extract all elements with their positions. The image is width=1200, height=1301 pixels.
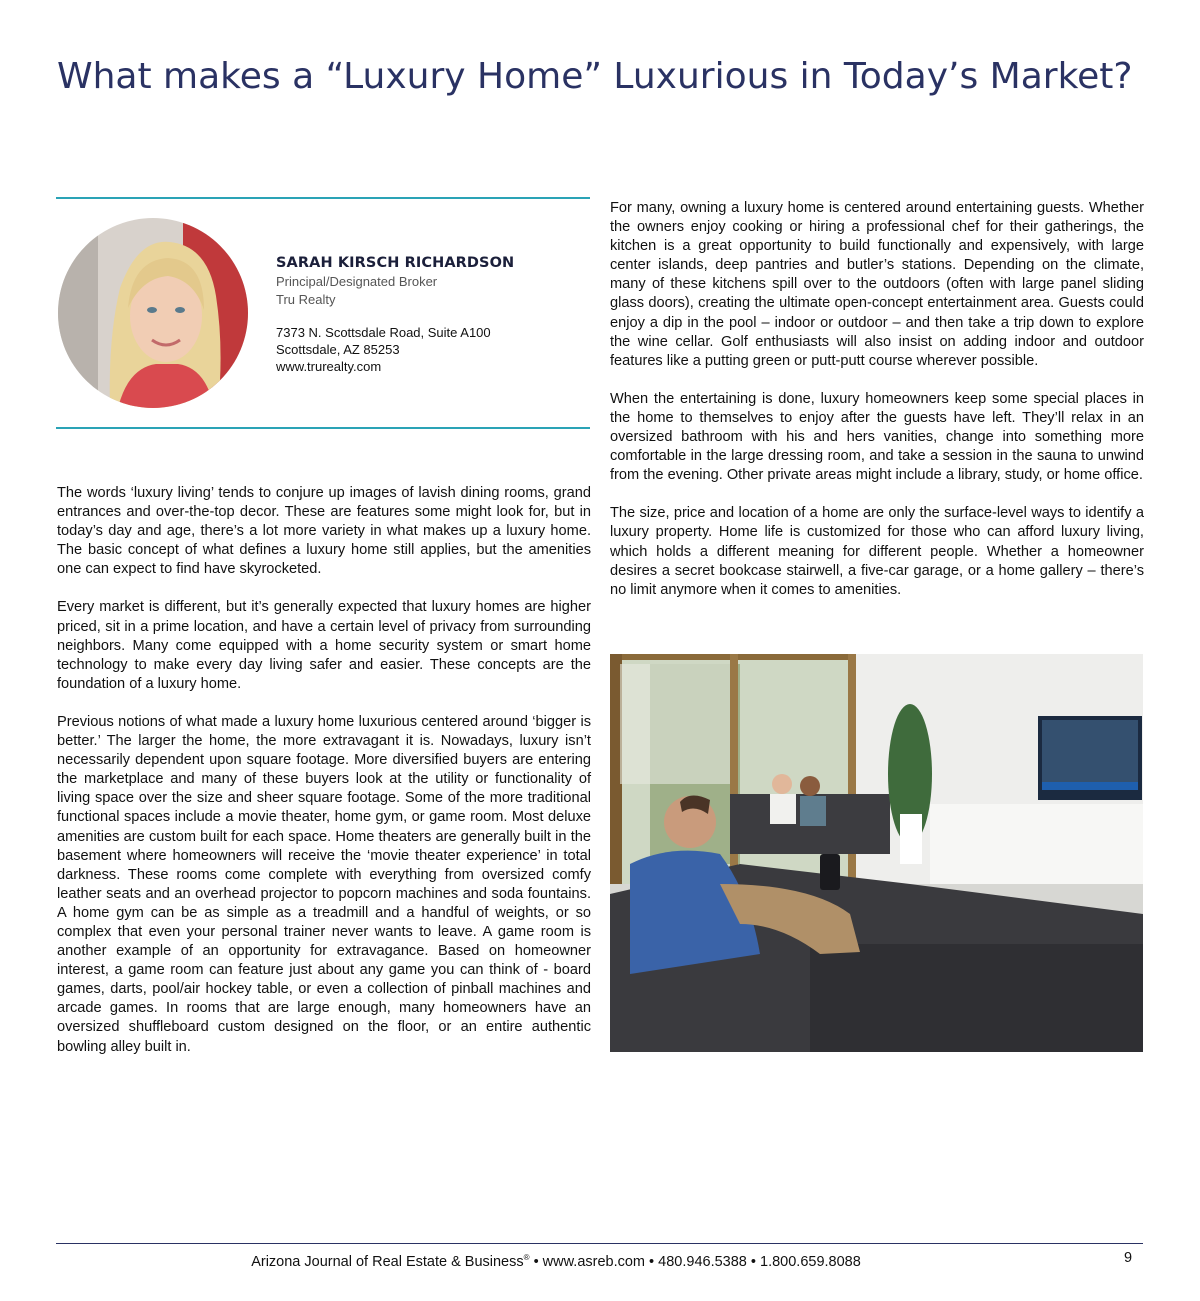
footer-publication: Arizona Journal of Real Estate & Business — [251, 1253, 524, 1270]
page-footer — [56, 1248, 1056, 1272]
paragraph: For many, owning a luxury home is centered around entertaining guests. Whether the owners enjoy cooking or hiring a professional chef for their gatherings, the kitchen is a great opportunity to build functionally and expensively, with large center islands, deep pantries and butler’s stations. Depending on the climate, many of these kitchens spill over to the outdoors (often with large panel sliding glass doors), creating the ultimate open-concept entertainment area. Guests could enjoy a dip in the pool – indoor or outdoor – and then take a trip down to explore the wine cellar. Golf enthusiasts will also insist on adding indoor and outdoor features like a putting green or putt-putt course wherever possible. — [610, 200, 1144, 369]
author-box-bottom-rule — [56, 427, 590, 429]
author-website-link[interactable]: www.trurealty.com — [276, 359, 382, 374]
author-photo — [58, 218, 248, 408]
author-name: SARAH KIRSCH RICHARDSON — [276, 255, 515, 271]
living-room-photo — [610, 654, 1143, 1052]
paragraph: Every market is different, but it’s generally expected that luxury homes are higher priced, sit in a prime location, and have a certain level of privacy from surrounding neighbors. Many come equipped with a home security system or smart home technology to make every day living safer and easier. These concepts are the foundation of a luxury home. — [57, 599, 591, 692]
footer-rule — [56, 1243, 1143, 1244]
paragraph: When the entertaining is done, luxury homeowners keep some special places in the home to themselves to enjoy after the guests have left. They’ll relax in an oversized bathroom with his and hers vanities, change into something more comfortable in the large dressing room, and take a session in the sauna to unwind from the evening. Other private areas might include a library, study, or home office. — [610, 390, 1144, 484]
author-company: Tru Realty — [276, 292, 336, 307]
living-room-illustration — [610, 654, 1143, 1052]
paragraph: Previous notions of what made a luxury home luxurious centered around ‘bigger is better.’ The larger the home, the more extravagant it is. Nowadays, luxury isn’t necessarily dependent upon square footage. More diversified buyers are entering the marketplace and many of these buyers look at the utility or functionality of living space over the size and sheer square footage. Some of the more traditional functional spaces include a movie theater, home gym, or game room. Most deluxe amenities are custom built for each space. Home theaters are generally built in the basement where homeowners will receive the ‘movie theater experience’ in total darkness. These rooms come complete with everything from oversized comfy leather seats and an overhead projector to popcorn machines and soda fountains. A home gym can be as simple as a treadmill and a handful of weights, or so complex that even your personal trainer never wants to leave. A game room is another example of an opportunity for extravagance. Based on homeowner interest, a game room can feature just about any game you can think of - board games, darts, pool/air hockey table, or even a collection of pinball machines and arcade games. In rooms that are large enough, many homeowners have an oversized shuffleboard custom designed on the floor, or an entire authentic bowling alley built in. — [57, 713, 591, 1055]
paragraph: The words ‘luxury living’ tends to conjure up images of lavish dining rooms, grand entrances and over-the-top decor. These are features some might look for, but in today’s day and age, there’s a lot more variety in what makes up a luxury home. The basic concept of what defines a luxury home still applies, but the amenities one can expect to find have skyrocketed. — [57, 485, 591, 578]
article-title: What makes a “Luxury Home” Luxurious in Today’s Market? — [57, 56, 1133, 97]
author-info — [276, 253, 586, 375]
paragraph: The size, price and location of a home are only the surface-level ways to identify a luxury property. Home life is customized for those who can afford luxury living, which holds a different meaning for different people. Whether a homeowner desires a secret bookcase stairwell, a five-car garage, or a home gallery – there’s no limit anymore when it comes to amenities. — [610, 505, 1144, 598]
footer-separator: • — [649, 1253, 655, 1270]
footer-website-link[interactable]: www.asreb.com — [542, 1253, 646, 1270]
article-left-column — [57, 484, 591, 1076]
author-role: Principal/Designated Broker — [276, 274, 438, 289]
author-address-line1: 7373 N. Scottsdale Road, Suite A100 — [276, 325, 491, 340]
article-right-column — [610, 199, 1144, 619]
author-address — [276, 324, 586, 375]
footer-phone-1: 480.946.5388 — [658, 1253, 747, 1270]
page-number: 9 — [1124, 1250, 1133, 1266]
footer-phone-2: 1.800.659.8088 — [760, 1253, 861, 1270]
footer-separator: • — [533, 1253, 539, 1270]
registered-mark: ® — [523, 1253, 530, 1262]
footer-separator: • — [750, 1253, 756, 1270]
author-portrait-illustration — [58, 218, 248, 408]
author-address-line2: Scottsdale, AZ 85253 — [276, 342, 400, 357]
author-box-top-rule — [56, 197, 590, 199]
